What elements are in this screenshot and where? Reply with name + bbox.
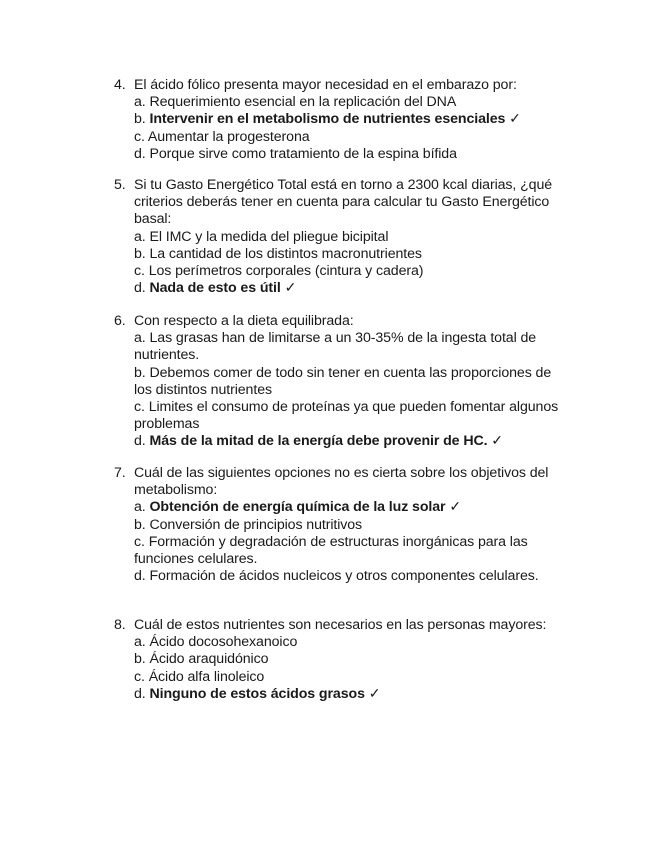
option-b [134,651,564,668]
option-text: Aumentar la progesterona [147,128,310,145]
option-c [134,263,564,280]
option-text: Ácido araquidónico [149,651,269,668]
option-letter: a. [134,634,146,651]
option-letter: b. [134,516,146,533]
option-b [134,246,564,263]
option-text: Formación de ácidos nucleicos y otros componentes celulares. [149,568,539,585]
option-text: El IMC y la medida del pliegue bicipital [149,228,389,245]
option-text: Porque sirve como tratamiento de la espina bífida [149,145,457,162]
question-body [134,465,564,585]
option-b [134,365,564,399]
option-text: Intervenir en el metabolismo de nutrientes esenciales [149,111,506,128]
question-number: 5. [114,177,126,193]
option-c [134,534,564,568]
option-letter: b. [134,364,146,381]
checkmark-icon: ✓ [284,280,297,297]
option-c [134,129,564,146]
option-letter: d. [134,568,146,585]
question-text: El ácido fólico presenta mayor necesidad en el embarazo por: [134,77,517,93]
option-b [134,111,564,128]
checkmark-icon: ✓ [449,499,462,516]
option-letter: d. [134,280,146,297]
option-text: Ácido alfa linoleico [148,668,265,685]
option-letter: c. [134,128,145,145]
option-letter: b. [134,651,146,668]
option-d [134,568,564,585]
question-text: Cuál de las siguientes opciones no es cierta sobre los objetivos del metabolismo: [134,465,549,499]
question-body [134,177,564,297]
option-d [134,686,564,703]
option-d [134,433,564,450]
option-text: Requerimiento esencial en la replicación del DNA [149,94,457,111]
question-8 [114,617,564,703]
option-letter: c. [134,399,145,416]
option-letter: b. [134,245,146,262]
question-text: Con respecto a la dieta equilibrada: [134,313,354,329]
question-body [134,617,564,703]
checkmark-icon: ✓ [368,685,381,702]
option-text: Limites el consumo de proteínas ya que pueden fomentar algunos problemas [134,399,559,433]
question-text: Si tu Gasto Energético Total está en torno a 2300 kcal diarias, ¿qué criterios deberás tener en cuenta para calcular tu Gasto Energético basal: [134,177,553,228]
option-text: Más de la mitad de la energía debe provenir de HC. [149,433,488,450]
option-letter: a. [134,228,146,245]
option-d [134,280,564,297]
option-letter: c. [134,263,145,280]
option-b [134,517,564,534]
checkmark-icon: ✓ [491,433,504,450]
option-text: Conversión de principios nutritivos [149,516,363,533]
option-text: Las grasas han de limitarse a un 30-35% de la ingesta total de nutrientes. [134,330,537,364]
option-letter: d. [134,145,146,162]
question-number: 6. [114,313,126,329]
option-letter: a. [134,94,146,111]
option-text: Formación y degradación de estructuras inorgánicas para las funciones celulares. [134,533,528,568]
option-text: Obtención de energía química de la luz solar [149,499,446,516]
question-number: 7. [114,465,126,481]
option-letter: b. [134,111,146,128]
question-number: 4. [114,77,126,93]
question-body [134,77,564,163]
question-4 [114,77,564,163]
question-text: Cuál de estos nutrientes son necesarios en las personas mayores: [134,617,547,633]
question-body [134,313,564,451]
option-text: Ácido docosohexanoico [149,634,298,651]
option-a [134,330,564,364]
option-letter: c. [134,668,145,685]
option-letter: a. [134,330,146,347]
option-a [134,499,564,516]
option-text: Debemos comer de todo sin tener en cuenta las proporciones de los distintos nutrientes [134,364,552,398]
option-text: La cantidad de los distintos macronutrientes [149,245,422,262]
option-d [134,146,564,163]
option-letter: c. [134,533,145,550]
option-text: Nada de esto es útil [149,280,281,297]
option-text: Ninguno de estos ácidos grasos [149,685,365,702]
option-a [134,229,564,246]
question-6 [114,313,564,451]
option-a [134,634,564,651]
option-text: Los perímetros corporales (cintura y cadera) [148,263,424,280]
option-letter: a. [134,499,146,516]
option-c [134,399,564,433]
option-a [134,94,564,111]
checkmark-icon: ✓ [509,111,521,128]
question-number: 8. [114,617,126,633]
question-5 [114,177,564,297]
option-c [134,669,564,686]
option-letter: d. [134,685,146,702]
option-letter: d. [134,433,146,450]
question-7 [114,465,564,585]
